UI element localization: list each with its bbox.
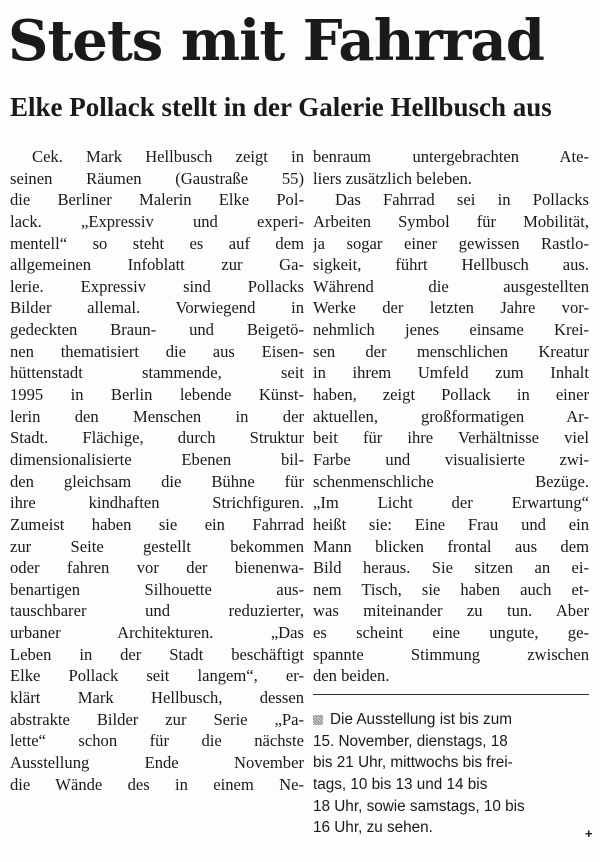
text-line: was miteinander zu tun. Aber [313, 601, 589, 621]
text-line: lerin den Menschen in der [10, 406, 304, 426]
text-line: in ihrem Umfeld zum Inhalt [313, 363, 589, 383]
text-line: nen thematisiert die aus Eisen- [10, 341, 304, 361]
text-line: dimensionalisierte Ebenen bil- [10, 449, 304, 469]
text-line: Mann blicken frontal aus dem [313, 536, 589, 556]
text-line: den beiden. [313, 666, 390, 686]
text-line: aktuellen, großformatigen Ar- [313, 406, 589, 426]
text-line: Während die ausgestellten [313, 276, 589, 296]
text-line: Zumeist haben sie ein Fahrrad [10, 514, 304, 534]
exhibition-info-box [313, 709, 589, 839]
text-line: beit für ihre Verhältnisse viel [313, 428, 589, 448]
text-line: es scheint eine ungute, ge- [313, 623, 589, 643]
text-line: Elke Pollack seit langem“, er- [10, 666, 304, 686]
text-line: abstrakte Bilder zur Serie „Pa- [10, 709, 304, 729]
text-line: Farbe und visualisierte zwi- [313, 449, 589, 469]
text-line: Leben in der Stadt beschäftigt [10, 644, 304, 664]
text-line: lette“ schon für die nächste [10, 731, 304, 751]
info-line: tags, 10 bis 13 und 14 bis [313, 775, 488, 793]
text-line: urbaner Architekturen. „Das [10, 623, 304, 643]
text-line: Ausstellung Ende November [10, 752, 304, 772]
article-left-column [10, 146, 304, 795]
article-headline: Stets mit Fahrrad [8, 8, 544, 74]
info-line: 15. November, dienstags, 18 [313, 732, 508, 750]
text-line: den gleichsam die Bühne für [10, 471, 304, 491]
text-line: lerie. Expressiv sind Pollacks [10, 276, 304, 296]
info-line: 18 Uhr, sowie samstags, 10 bis [313, 797, 525, 815]
text-line: seinen Räumen (Gaustraße 55) [10, 168, 304, 188]
text-line: nem Tisch, sie haben auch et- [313, 579, 589, 599]
info-text: Die Ausstellung ist bis zum [330, 711, 512, 728]
article-right-column [313, 146, 589, 687]
text-line: lack. „Expressiv und experi- [10, 211, 304, 231]
text-line: klärt Mark Hellbusch, dessen [10, 688, 304, 708]
text-line: heißt sie: Eine Frau und ein [313, 514, 589, 534]
text-line: ihre kindhaften Strichfiguren. [10, 493, 304, 513]
info-line: bis 21 Uhr, mittwochs bis frei- [313, 754, 513, 772]
text-line: liers zusätzlich beleben. [313, 168, 472, 188]
text-line: zur Seite gestellt bekommen [10, 536, 304, 556]
text-line: Das Fahrrad sei in Pollacks [335, 190, 589, 210]
text-line: allgemeinen Infoblatt zur Ga- [10, 255, 304, 275]
text-line: tauschbarer und reduzierter, [10, 601, 304, 621]
article-subheadline: Elke Pollack stellt in der Galerie Hellbusch aus [10, 92, 552, 122]
text-line: Werke der letzten Jahre vor- [313, 298, 589, 318]
info-bullet-icon [313, 715, 323, 725]
text-line: Arbeiten Symbol für Mobilität, [313, 211, 589, 231]
text-line: oder fahren vor der bienenwa- [10, 558, 304, 578]
text-line: benartigen Silhouette aus- [10, 579, 304, 599]
info-line: 16 Uhr, zu sehen. [313, 819, 433, 837]
text-line: benraum untergebrachten Ate- [313, 147, 589, 166]
text-line: schenmenschliche Bezüge. [313, 471, 589, 491]
text-line: haben, zeigt Pollack in einer [313, 385, 589, 405]
text-line: nehmlich jenes einsame Krei- [313, 320, 589, 340]
text-line: die Wände des in einem Ne- [10, 774, 304, 794]
text-line: hüttenstadt stammende, seit [10, 363, 304, 383]
text-line: sigkeit, führt Hellbusch aus. [313, 255, 589, 275]
text-line: Bild heraus. Sie sitzen an ei- [313, 558, 589, 578]
text-line: 1995 in Berlin lebende Künst- [10, 385, 304, 405]
info-box-divider [313, 694, 589, 695]
text-line: ja sogar einer gewissen Rastlo- [313, 233, 589, 253]
end-mark: + [585, 826, 593, 841]
text-line: „Im Licht der Erwartung“ [313, 493, 589, 513]
text-line: Bilder allemal. Vorwiegend in [10, 298, 304, 318]
text-line: Cek. Mark Hellbusch zeigt in [32, 147, 304, 166]
text-line: mentell“ so steht es auf dem [10, 233, 304, 253]
text-line: sen der menschlichen Kreatur [313, 341, 589, 361]
text-line: Stadt. Flächige, durch Struktur [10, 428, 304, 448]
info-line [313, 709, 589, 731]
text-line: spannte Stimmung zwischen [313, 644, 589, 664]
text-line: die Berliner Malerin Elke Pol- [10, 190, 304, 210]
text-line: gedeckten Braun- und Beigetö- [10, 320, 304, 340]
